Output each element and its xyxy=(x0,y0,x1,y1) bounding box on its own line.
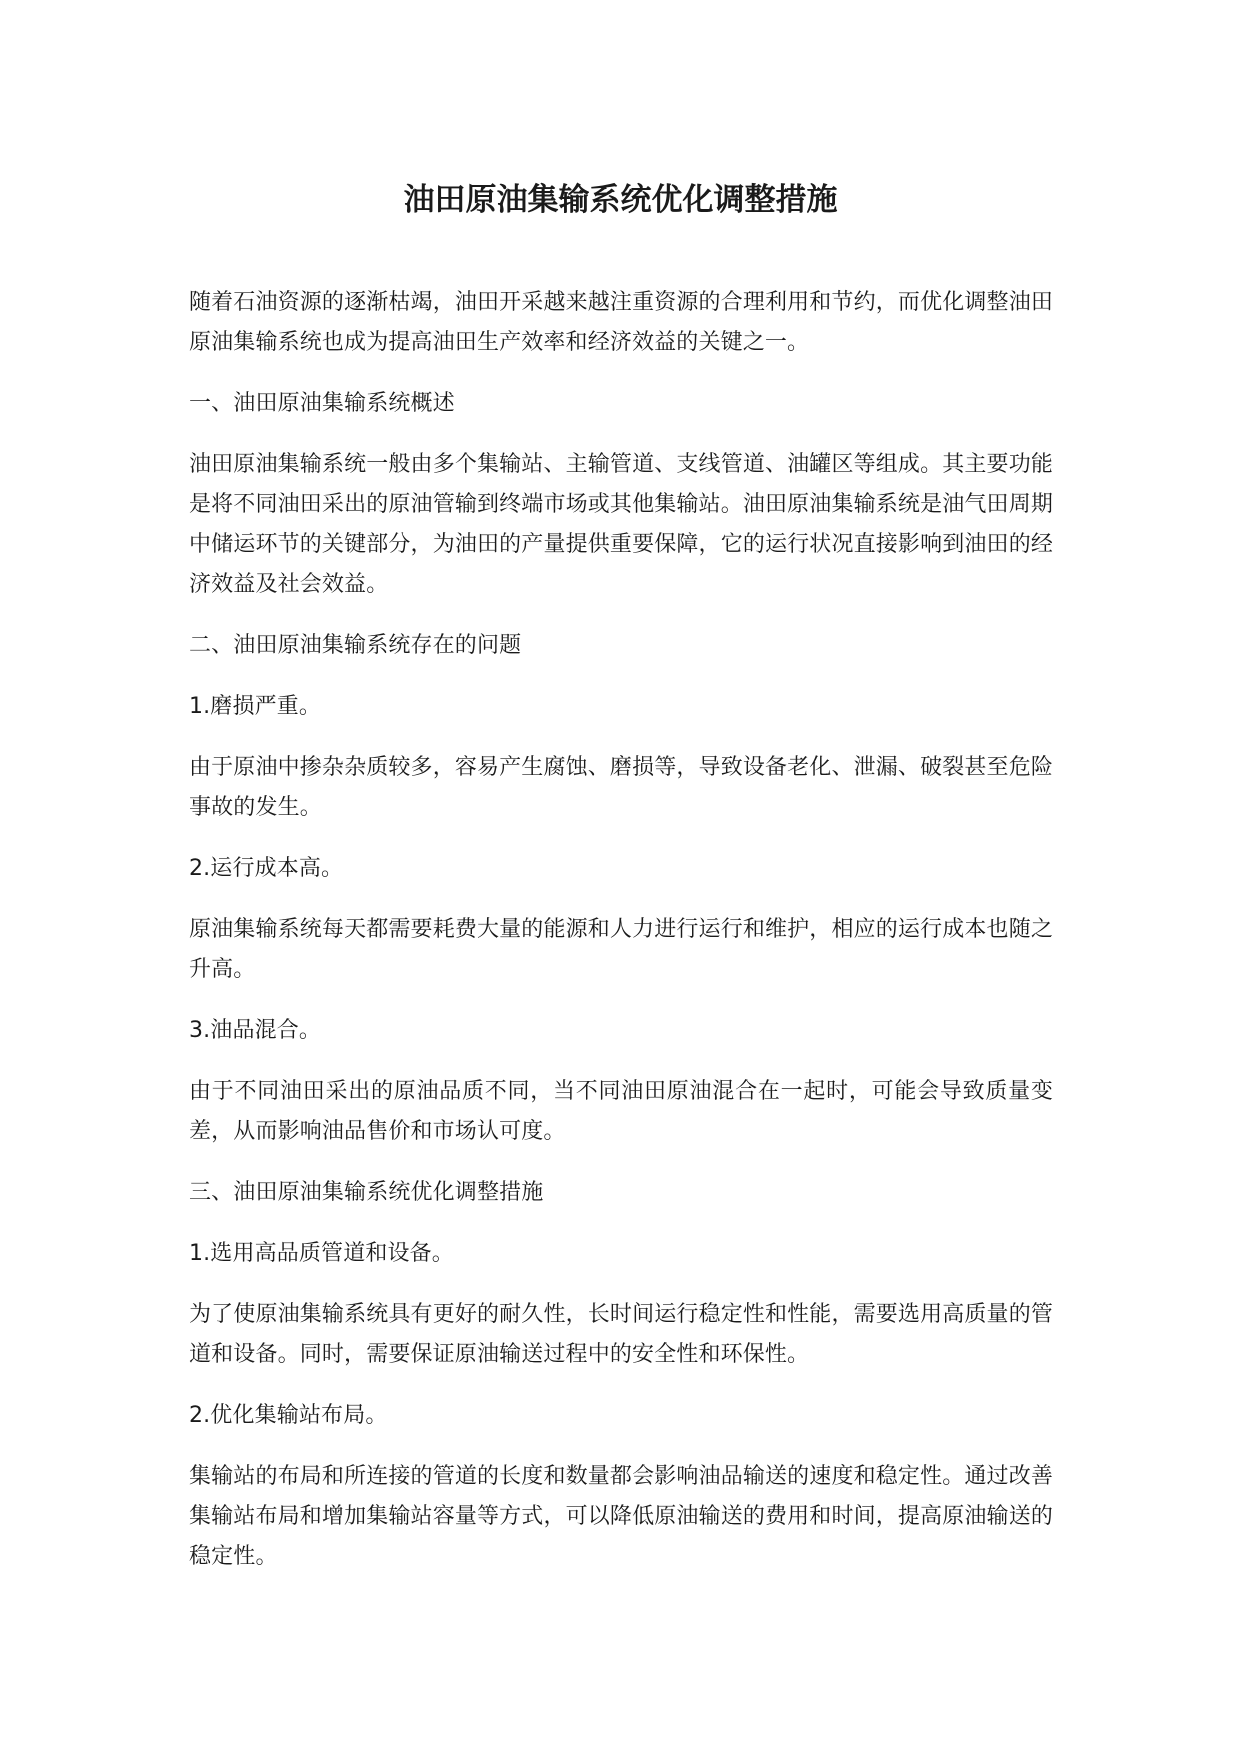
measure-heading-equipment: 1.选用高品质管道和设备。 xyxy=(189,1241,454,1266)
section-heading-overview: 一、油田原油集输系统概述 xyxy=(189,391,455,416)
problem-heading-cost: 2.运行成本高。 xyxy=(189,856,344,881)
document-body xyxy=(189,283,1053,1598)
overview-paragraph: 油田原油集输系统一般由多个集输站、主输管道、支线管道、油罐区等组成。其主要功能是将不同油田采出的原油管输到终端市场或其他集输站。油田原油集输系统是油气田周期中储运环节的关键部分，为油田的产量提供重要保障，它的运行状况直接影响到油田的经济效益及社会效益。 xyxy=(189,452,1053,597)
measure-paragraph-layout: 集输站的布局和所连接的管道的长度和数量都会影响油品输送的速度和稳定性。通过改善集输站布局和增加集输站容量等方式，可以降低原油输送的费用和时间，提高原油输送的稳定性。 xyxy=(189,1464,1053,1569)
problem-paragraph-mixing: 由于不同油田采出的原油品质不同，当不同油田原油混合在一起时，可能会导致质量变差，从而影响油品售价和市场认可度。 xyxy=(189,1079,1053,1144)
problem-heading-wear: 1.磨损严重。 xyxy=(189,694,322,719)
section-heading-measures: 三、油田原油集输系统优化调整措施 xyxy=(189,1180,544,1205)
problem-paragraph-cost: 原油集输系统每天都需要耗费大量的能源和人力进行运行和维护，相应的运行成本也随之升高。 xyxy=(189,917,1053,982)
measure-heading-layout: 2.优化集输站布局。 xyxy=(189,1403,388,1428)
document-title: 油田原油集输系统优化调整措施 xyxy=(403,182,838,218)
measure-paragraph-equipment: 为了使原油集输系统具有更好的耐久性，长时间运行稳定性和性能，需要选用高质量的管道和设备。同时，需要保证原油输送过程中的安全性和环保性。 xyxy=(189,1302,1053,1367)
problem-heading-mixing: 3.油品混合。 xyxy=(189,1018,322,1043)
intro-paragraph: 随着石油资源的逐渐枯竭，油田开采越来越注重资源的合理利用和节约，而优化调整油田原油集输系统也成为提高油田生产效率和经济效益的关键之一。 xyxy=(189,290,1053,355)
problem-paragraph-wear: 由于原油中掺杂杂质较多，容易产生腐蚀、磨损等，导致设备老化、泄漏、破裂甚至危险事故的发生。 xyxy=(189,755,1053,820)
section-heading-problems: 二、油田原油集输系统存在的问题 xyxy=(189,633,522,658)
